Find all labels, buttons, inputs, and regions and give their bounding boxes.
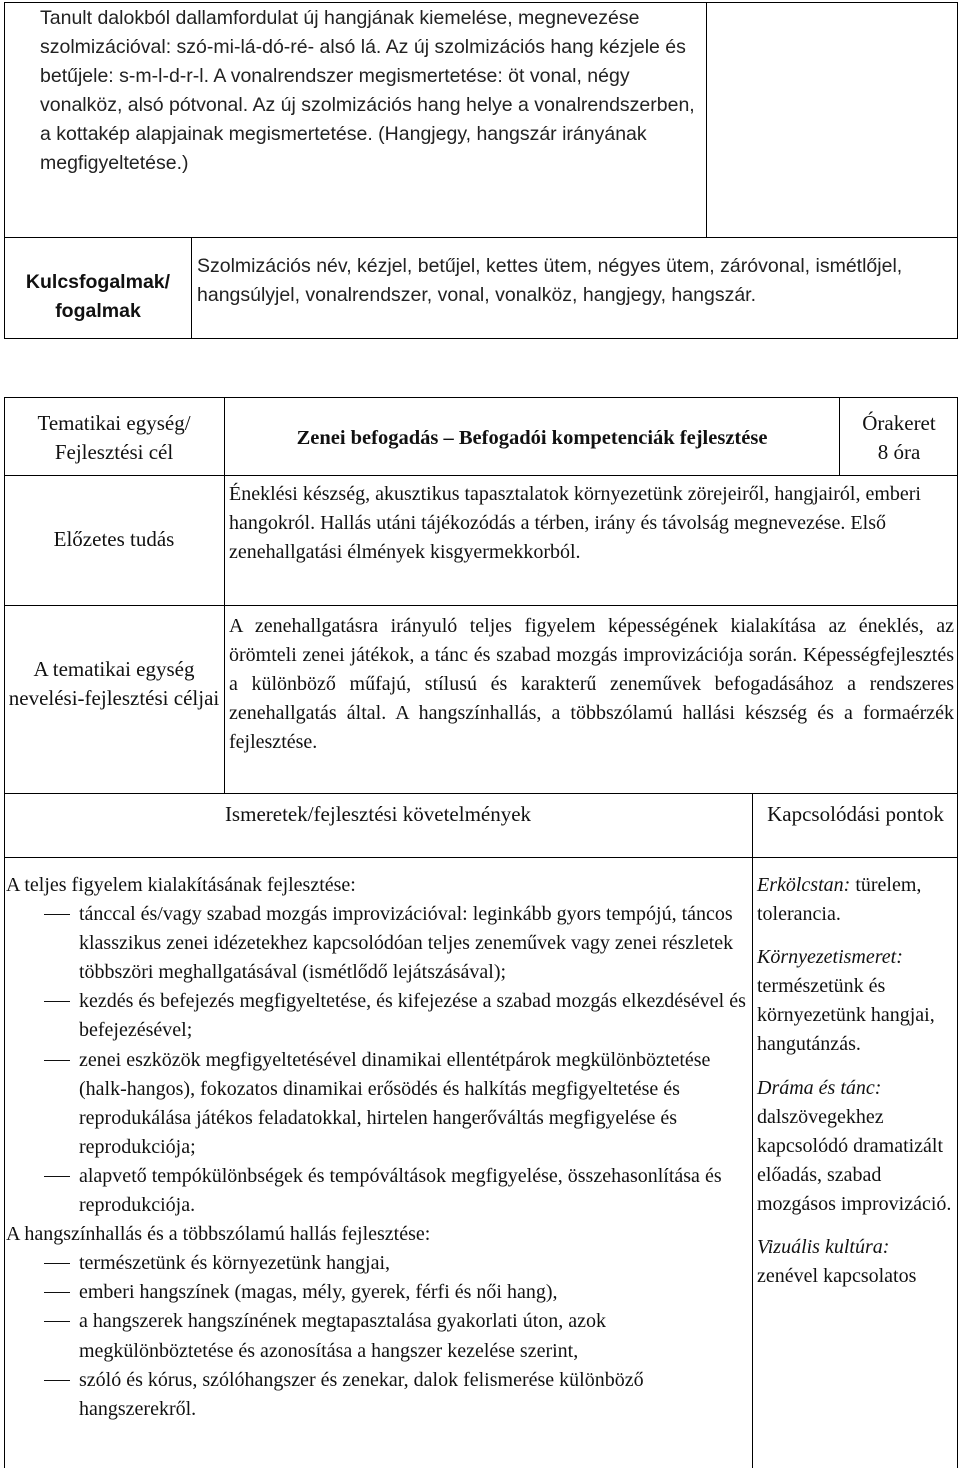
unit-label: Tematikai egység/ Fejlesztési cél [37, 411, 191, 464]
connections-column [757, 871, 955, 1291]
connection-block [757, 1233, 955, 1291]
connection-text: zenével kapcsolatos [757, 1265, 917, 1288]
list-item: kezdés és befejezés megfigyeltetése, és kifejezése a szabad mozgás elkezdésével és befejezésével; [6, 987, 746, 1045]
connection-block [757, 871, 955, 929]
list-item: alapvető tempókülönbségek és tempóváltások megfigyelése, összehasonlítása és reprodukciója. [6, 1162, 746, 1220]
hours-value: 8 óra [877, 440, 921, 464]
list-item: szóló és kórus, szólóhangszer és zenekar, dalok felismerése különböző hangszerekről. [6, 1366, 746, 1424]
prior-knowledge-text: Éneklési készség, akusztikus tapasztalatok környezetünk zörejeiről, hangjairól, emberi hangokról. Hallás utáni tájékozódás a térben, irány és távolság megnevezése. Első zenehallgatási élmények kisgyermekkorból. [229, 483, 921, 563]
connection-text: természetünk és környezetünk hangjai, hangutánzás. [757, 975, 935, 1056]
goals-label: A tematikai egység nevelési-fejlesztési céljai [8, 657, 220, 710]
hours-label: Órakeret [862, 411, 936, 435]
requirements-body [6, 871, 746, 1424]
intro-text: Tanult dalokból dallamfordulat új hangjának kiemelése, megnevezése szolmizációval: szó-mi-lá-dó-ré- alsó lá. Az új szolmizációs hang kézjele és betűjele: s-m-l-d-r-l. A vonalrendszer megismertetése: öt vonal, négy vonalköz, alsó pótvonal. Az új szolmizációs hang helye a vonalrendszerben, a kottakép alapjainak megismertetése. (Hangjegy, hangszár irányának megfigyeltetése.) [40, 7, 695, 174]
section2-title: A hangszínhallás és a többszólamú hallás fejlesztése: [6, 1223, 431, 1246]
unit-title: Zenei befogadás – Befogadói kompetenciák fejlesztése [296, 427, 768, 449]
goals-text: A zenehallgatásra irányuló teljes figyelem képességének kialakítása az éneklés, az örömteli zenei játékok, a tánc és szabad mozgás improvizációja során. Képességfejlesztés a különböző műfajú, stílusú és karakterű zeneművek befogadásához a rendszeres zenehallgatás által. A hangszínhallás, a többszólamú hallási készség és a formaérzék fejlesztése. [229, 615, 954, 753]
connections-header: Kapcsolódási pontok [767, 802, 944, 826]
requirements-header: Ismeretek/fejlesztési követelmények [224, 802, 532, 826]
section2-list [6, 1249, 746, 1424]
list-item: tánccal és/vagy szabad mozgás improvizációval: leginkább gyors tempójú, táncos klasszikus zenei idézetekhez kapcsolódóan teljes zeneművek vagy zenei részletek többszöri meghallgatásával (ismétlődő lejátszásával); [6, 900, 746, 987]
key-concepts-text: Szolmizációs név, kézjel, betűjel, kettes ütem, négyes ütem, záróvonal, ismétlőjel, hangsúlyjel, vonalrendszer, vonal, vonalköz, hangjegy, hangszár. [197, 255, 903, 306]
list-item: zenei eszközök megfigyeltetésével dinamikai ellentétpárok megkülönböztetése (halk-hangos), fokozatos dinamikai erősödés és halkítás megfigyeltetése és reprodukálása játékos feladatokkal, hirtelen hangerőváltás megfigyelése és reprodukciója; [6, 1046, 746, 1162]
connection-text: dalszövegekhez kapcsolódó dramatizált előadás, szabad mozgásos improvizáció. [757, 1105, 952, 1215]
connection-block [757, 943, 955, 1059]
connection-text: türelem, tolerancia. [757, 874, 922, 926]
connection-subject: Dráma és tánc: [757, 1076, 882, 1099]
list-item: természetünk és környezetünk hangjai, [6, 1249, 746, 1278]
list-item: a hangszerek hangszínének megtapasztalása gyakorlati úton, azok megkülönböztetése és azonosítása a hangszer kezelése szerint, [6, 1307, 746, 1365]
connection-subject: Erkölcstan: [757, 874, 851, 896]
connection-subject: Környezetismeret: [757, 946, 903, 969]
section1-list [6, 900, 746, 1220]
section1-title: A teljes figyelem kialakításának fejlesztése: [6, 874, 356, 896]
connection-block [757, 1074, 955, 1219]
connection-subject: Vizuális kultúra: [757, 1236, 890, 1259]
key-concepts-label: Kulcsfogalmak/ fogalmak [25, 271, 171, 322]
list-item: emberi hangszínek (magas, mély, gyerek, férfi és női hang), [6, 1278, 746, 1307]
prior-knowledge-label: Előzetes tudás [53, 527, 175, 551]
